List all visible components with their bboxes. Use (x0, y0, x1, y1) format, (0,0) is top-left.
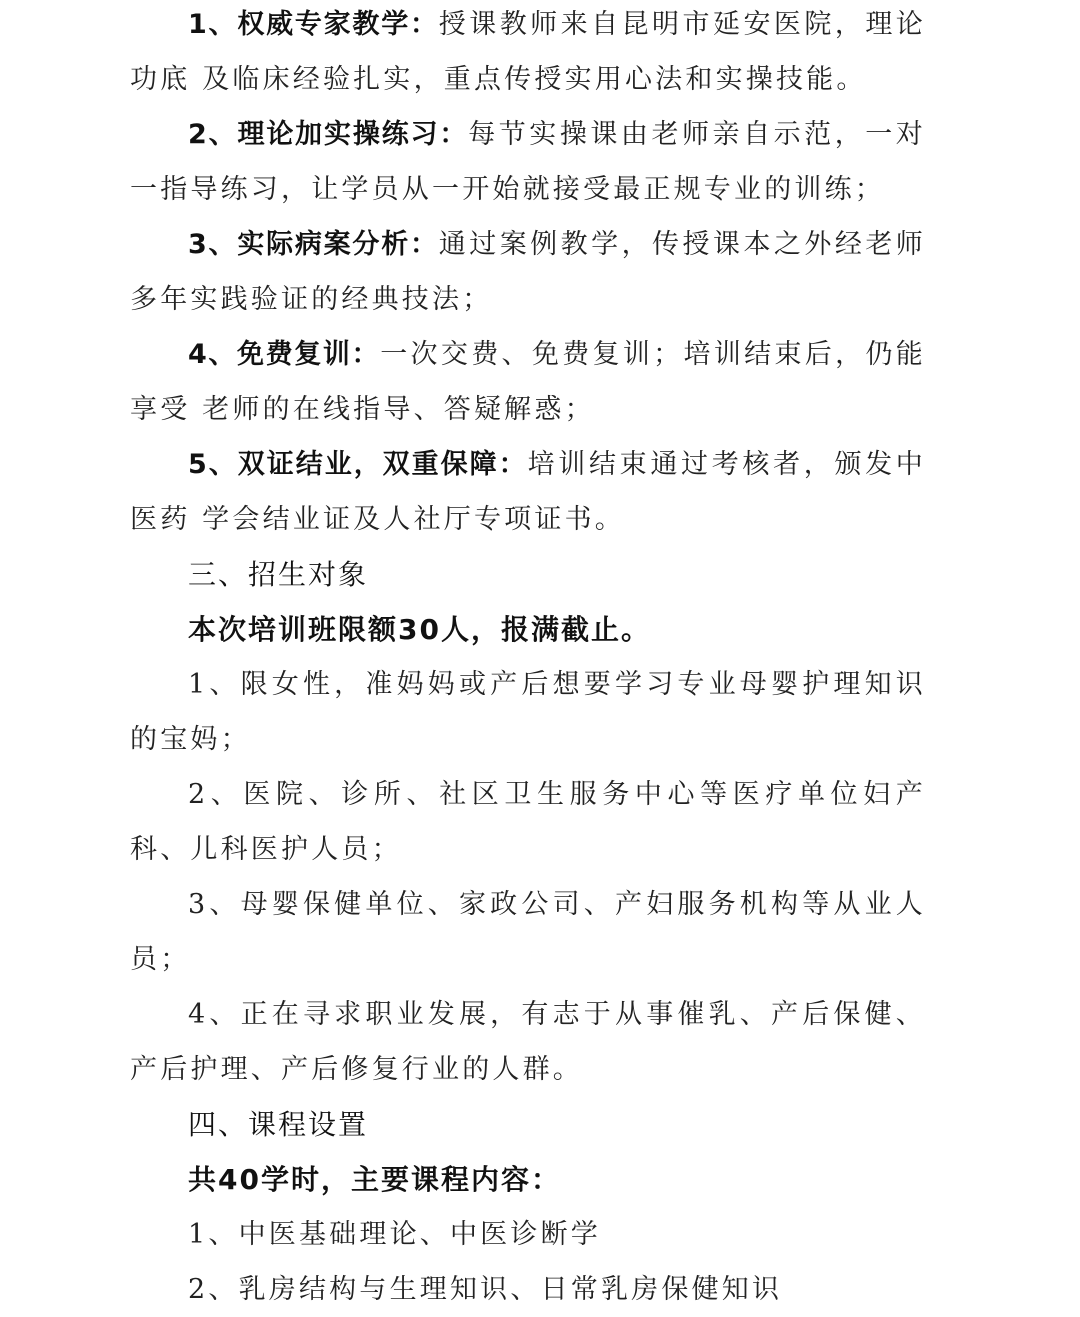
feature-title: 3、实际病案分析： (188, 229, 439, 260)
enrollment-item: 1、限女性，准妈妈或产后想要学习专业母婴护理知识的宝妈； (130, 669, 926, 755)
feature-item-5 (130, 437, 926, 547)
curriculum-item: 1、中医基础理论、中医诊断学 (188, 1219, 601, 1250)
feature-item-2 (130, 107, 926, 217)
feature-text: 授课教师来自昆明市延安医院，理论功底 及临床经验扎实，重点传授实用心法和实操技能。 (130, 9, 927, 95)
section-heading-curriculum: 四、课程设置 (188, 1108, 369, 1141)
enrollment-note: 本次培训班限额30人，报满截止。 (188, 613, 651, 646)
feature-item-3 (130, 217, 926, 327)
enrollment-item: 2、医院、诊所、社区卫生服务中心等医疗单位妇产科、儿科医护人员； (130, 779, 926, 865)
enrollment-item: 3、母婴保健单位、家政公司、产妇服务机构等从业人员； (130, 889, 926, 975)
enrollment-item: 4、正在寻求职业发展，有志于从事催乳、产后保健、产后护理、产后修复行业的人群。 (130, 999, 926, 1085)
feature-title: 1、权威专家教学： (188, 9, 439, 40)
section-heading-enrollment: 三、招生对象 (188, 558, 369, 591)
curriculum-note: 共40学时，主要课程内容： (188, 1163, 561, 1196)
feature-item-1 (130, 0, 926, 107)
feature-text: 培训结束通过考核者，颁发中医药 学会结业证及人社厅专项证书。 (130, 449, 927, 535)
feature-title: 2、理论加实操练习： (188, 119, 469, 150)
document-body (130, 0, 926, 1317)
feature-title: 5、双证结业，双重保障： (188, 449, 528, 480)
curriculum-item: 2、乳房结构与生理知识、日常乳房保健知识 (188, 1274, 783, 1305)
feature-text: 一次交费、免费复训；培训结束后，仍能享受 老师的在线指导、答疑解惑； (130, 339, 926, 425)
feature-text: 每节实操课由老师亲自示范，一对一指导练习，让学员从一开始就接受最正规专业的训练； (130, 119, 927, 205)
feature-title: 4、免费复训： (188, 339, 381, 370)
feature-item-4 (130, 327, 926, 437)
feature-text: 通过案例教学，传授课本之外经老师多年实践验证的经典技法； (130, 229, 927, 315)
